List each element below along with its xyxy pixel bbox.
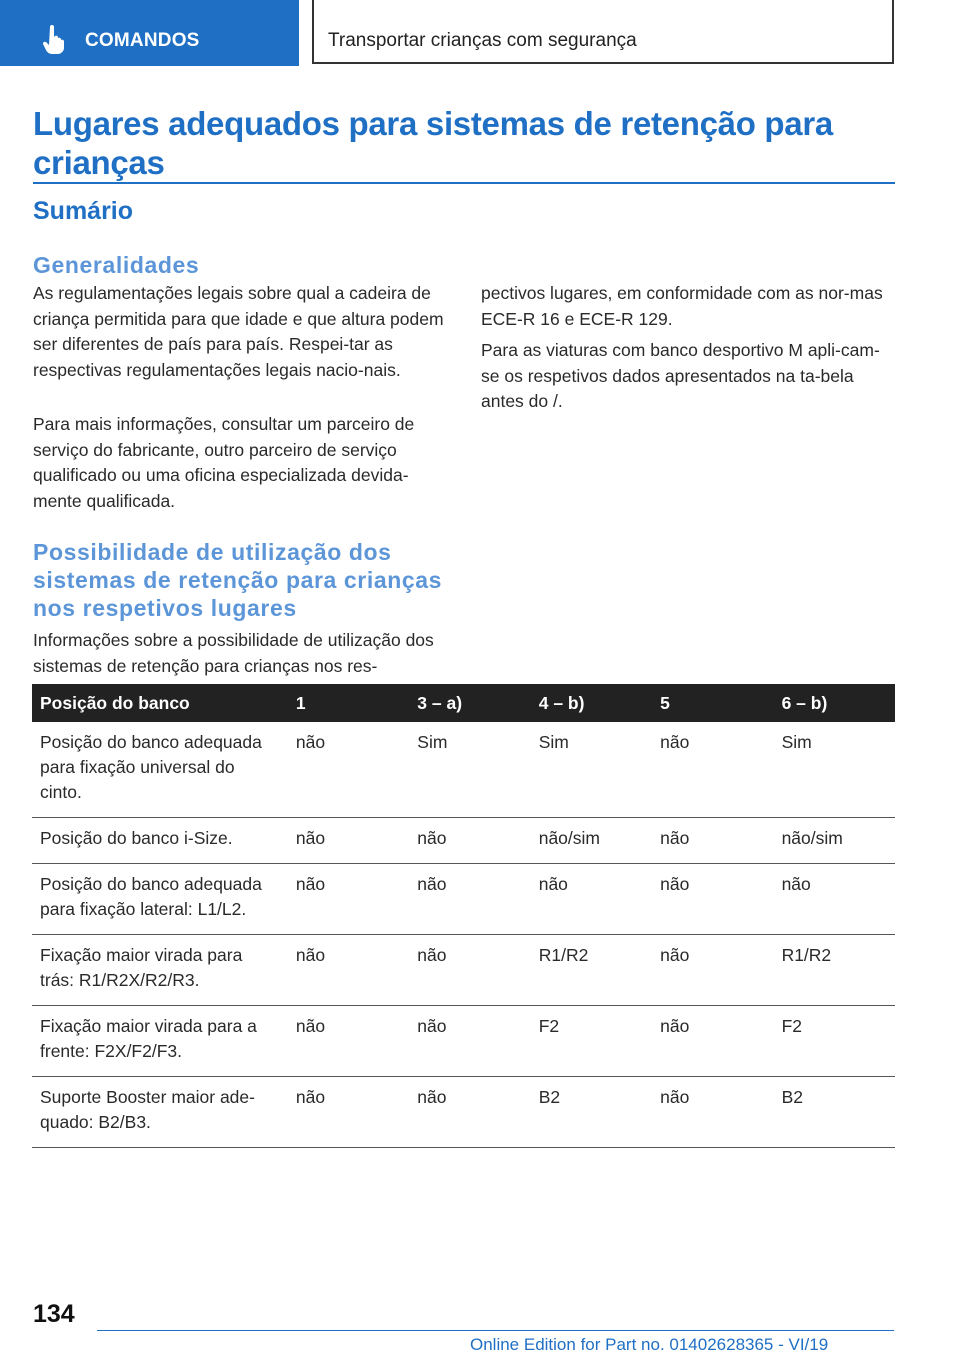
footer-divider: [97, 1330, 894, 1331]
chapter-title: Transportar crianças com segurança: [328, 30, 637, 51]
table-cell: Suporte Booster maior ade-quado: B2/B3.: [32, 1077, 288, 1148]
table-cell: não: [288, 935, 409, 1006]
table-cell: não: [652, 864, 773, 935]
table-cell: F2: [774, 1006, 895, 1077]
table-cell: não: [409, 818, 530, 864]
table-cell: não: [652, 722, 773, 818]
table-header-row: [32, 684, 895, 722]
table-cell: Posição do banco adequada para fixação lateral: L1/L2.: [32, 864, 288, 935]
table-header-cell: Posição do banco: [32, 684, 288, 722]
table-cell: não: [288, 1006, 409, 1077]
table-cell: não: [652, 935, 773, 1006]
general-heading: Generalidades: [33, 252, 200, 278]
edition-note: Online Edition for Part no. 01402628365 - VI/19: [470, 1335, 829, 1354]
summary-heading: Sumário: [33, 197, 134, 225]
table-header-cell: 6 – b): [774, 684, 895, 722]
table-cell: B2: [774, 1077, 895, 1148]
table-cell: não: [409, 864, 530, 935]
table-cell: R1/R2: [774, 935, 895, 1006]
table-header-cell: 3 – a): [409, 684, 530, 722]
table-cell: Fixação maior virada para trás: R1/R2X/R2/R3.: [32, 935, 288, 1006]
table-row: [32, 1077, 895, 1148]
table-cell: não: [288, 864, 409, 935]
table-header-cell: 1: [288, 684, 409, 722]
table-cell: não: [288, 722, 409, 818]
table-cell: F2: [531, 1006, 652, 1077]
hand-pointer-icon: [38, 24, 68, 54]
seat-position-table: [32, 684, 895, 1148]
table-row: [32, 818, 895, 864]
table-cell: Fixação maior virada para a frente: F2X/F2/F3.: [32, 1006, 288, 1077]
usage-paragraph: Informações sobre a possibilidade de utilização dos sistemas de retenção para crianças nos res-: [33, 630, 434, 676]
table-cell: não: [531, 864, 652, 935]
right-paragraph-1: pectivos lugares, em conformidade com as nor-mas ECE-R 16 e ECE-R 129.: [481, 283, 883, 329]
table-cell: não: [288, 1077, 409, 1148]
table-row: [32, 864, 895, 935]
table-cell: não: [774, 864, 895, 935]
section-tab[interactable]: [0, 0, 299, 66]
chapter-header: [312, 0, 894, 64]
table-header-cell: 5: [652, 684, 773, 722]
general-paragraph-1: As regulamentações legais sobre qual a cadeira de criança permitida para que idade e que altura podem ser diferentes de país para país. Respei-tar as respectivas regulamentações legais nacio-nais.: [33, 283, 444, 380]
usage-heading: Possibilidade de utilização dos sistemas de retenção para crianças nos respetivos lugares: [33, 539, 443, 621]
page-title: Lugares adequados para sistemas de retenção para crianças: [33, 105, 833, 181]
table-cell: Sim: [774, 722, 895, 818]
table-cell: não: [652, 1006, 773, 1077]
table-row: [32, 722, 895, 818]
table-cell: Posição do banco adequada para fixação universal do cinto.: [32, 722, 288, 818]
table-cell: não/sim: [774, 818, 895, 864]
table-cell: R1/R2: [531, 935, 652, 1006]
table-header-cell: 4 – b): [531, 684, 652, 722]
table-cell: não: [409, 935, 530, 1006]
table-cell: não: [409, 1006, 530, 1077]
table-cell: Sim: [531, 722, 652, 818]
title-divider: [33, 182, 895, 184]
page-number: 134: [33, 1300, 75, 1328]
table-cell: B2: [531, 1077, 652, 1148]
table-cell: não: [652, 818, 773, 864]
table-cell: não: [409, 1077, 530, 1148]
table-cell: não: [288, 818, 409, 864]
table-cell: Posição do banco i-Size.: [32, 818, 288, 864]
table-row: [32, 1006, 895, 1077]
table-cell: não: [652, 1077, 773, 1148]
section-tab-label: COMANDOS: [85, 30, 200, 51]
general-paragraph-2: Para mais informações, consultar um parceiro de serviço do fabricante, outro parceiro de serviço qualificado ou uma oficina especializada devida-mente qualificada.: [33, 414, 415, 511]
table-row: [32, 935, 895, 1006]
table-cell: não/sim: [531, 818, 652, 864]
table-cell: Sim: [409, 722, 530, 818]
right-paragraph-2: Para as viaturas com banco desportivo M apli-cam-se os respetivos dados apresentados na ta-bela antes do /.: [481, 340, 880, 411]
